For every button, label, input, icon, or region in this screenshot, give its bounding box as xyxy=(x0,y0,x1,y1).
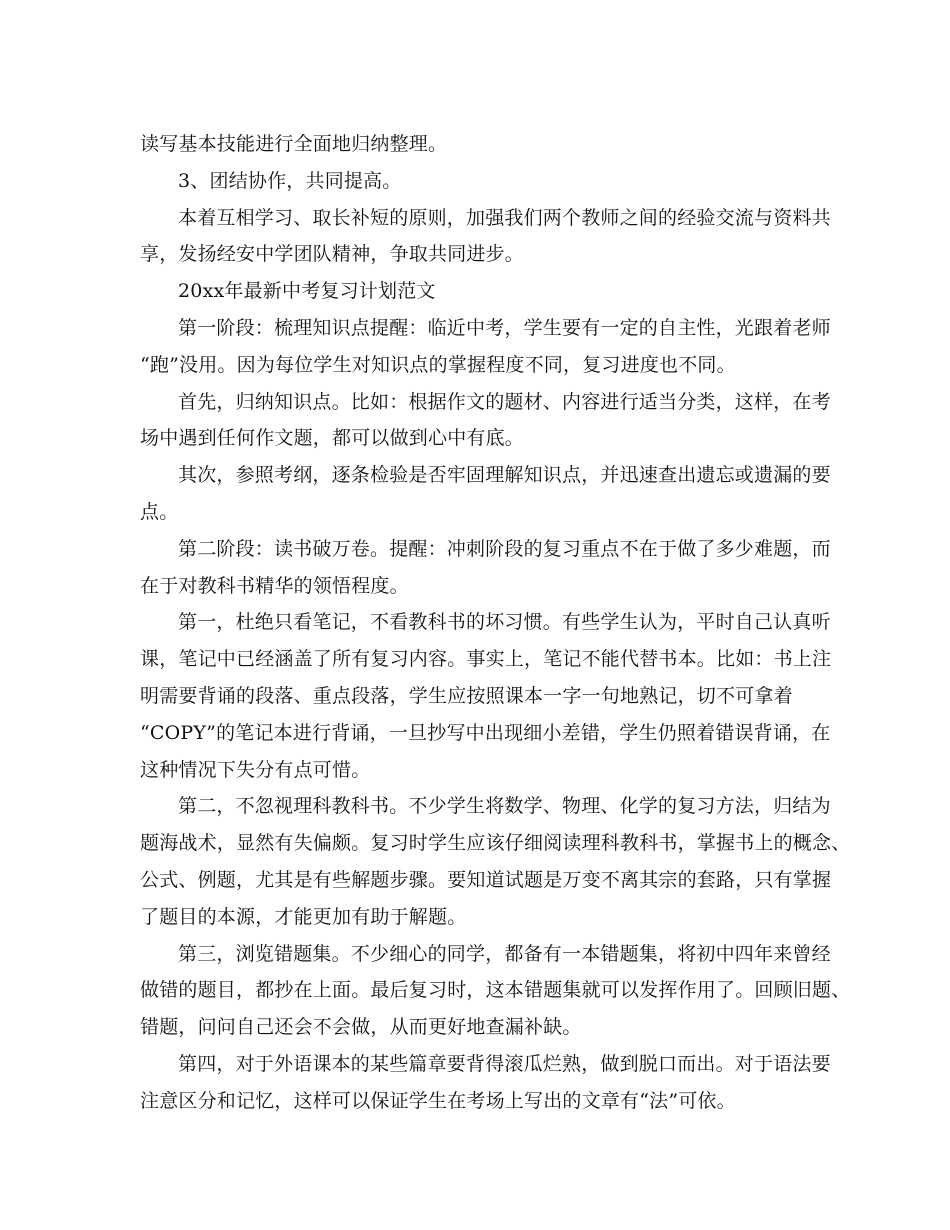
paragraph xyxy=(140,936,851,1046)
paragraph-line: 第二阶段：读书破万卷。提醒：冲刺阶段的复习重点不在于做了多少难题，而 xyxy=(178,537,831,560)
paragraph-line: 20xx年最新中考复习计划范文 xyxy=(178,280,436,303)
paragraph-line: 第一阶段：梳理知识点提醒：临近中考，学生要有一定的自主性，光跟着老师 xyxy=(178,316,831,339)
document-body xyxy=(140,126,851,1120)
paragraph-line: 公式、例题，尤其是有些解题步骤。要知道试题是万变不离其宗的套路，只有掌握 xyxy=(140,868,832,891)
paragraph-line: 在于对教科书精华的领悟程度。 xyxy=(140,574,409,597)
paragraph-line: 点。 xyxy=(140,500,179,523)
paragraph-line: 错题，问问自己还会不会做，从而更好地查漏补缺。 xyxy=(140,1016,582,1039)
paragraph xyxy=(140,163,815,200)
paragraph xyxy=(140,273,815,310)
paragraph-line: 第二，不忽视理科教科书。不少学生将数学、物理、化学的复习方法，归结为 xyxy=(178,795,831,818)
paragraph-line: 3、团结协作，共同提高。 xyxy=(178,169,402,192)
paragraph xyxy=(140,200,831,274)
paragraph-line: 题海战术，显然有失偏颇。复习时学生应该仔细阅读理科教科书，掌握书上的概念、 xyxy=(140,832,851,855)
paragraph-line: 做错的题目，都抄在上面。最后复习时，这本错题集就可以发挥作用了。回顾旧题、 xyxy=(140,979,851,1002)
paragraph-line: 首先，归纳知识点。比如：根据作文的题材、内容进行适当分类，这样，在考 xyxy=(178,390,831,413)
paragraph xyxy=(140,604,832,788)
paragraph xyxy=(140,457,831,531)
paragraph-line: “COPY”的笔记本进行背诵，一旦抄写中出现细小差错，学生仍照着错误背诵，在 xyxy=(140,721,831,744)
paragraph-line: 场中遇到任何作文题，都可以做到心中有底。 xyxy=(140,427,525,450)
paragraph-line: 这种情况下失分有点可惜。 xyxy=(140,758,371,781)
paragraph-line: 享，发扬经安中学团队精神，争取共同进步。 xyxy=(140,243,525,266)
paragraph-line: 课，笔记中已经涵盖了所有复习内容。事实上，笔记不能代替书本。比如：书上注 xyxy=(140,648,832,671)
paragraph-line: 第四，对于外语课本的某些篇章要背得滚瓜烂熟，做到脱口而出。对于语法要 xyxy=(178,1052,831,1075)
paragraph-line: “跑”没用。因为每位学生对知识点的掌握程度不同，复习进度也不同。 xyxy=(140,353,736,376)
paragraph-line: 本着互相学习、取长补短的原则，加强我们两个教师之间的经验交流与资料共 xyxy=(178,206,831,229)
paragraph xyxy=(140,788,851,935)
paragraph-line: 其次，参照考纲，逐条检验是否牢固理解知识点，并迅速查出遗忘或遗漏的要 xyxy=(178,464,831,487)
paragraph xyxy=(140,531,831,605)
paragraph-line: 了题目的本源，才能更加有助于解题。 xyxy=(140,905,467,928)
paragraph xyxy=(140,310,831,384)
paragraph-line: 注意区分和记忆，这样可以保证学生在考场上写出的文章有“法”可依。 xyxy=(140,1089,736,1112)
paragraph-line: 第三，浏览错题集。不少细心的同学，都备有一本错题集，将初中四年来曾经 xyxy=(178,942,831,965)
paragraph-line: 读写基本技能进行全面地归纳整理。 xyxy=(140,133,448,155)
paragraph xyxy=(140,126,815,163)
paragraph-line: 第一，杜绝只看笔记，不看教科书的坏习惯。有些学生认为，平时自己认真听 xyxy=(178,611,831,634)
paragraph-line: 明需要背诵的段落、重点段落，学生应按照课本一字一句地熟记，切不可拿着 xyxy=(140,684,793,707)
paragraph xyxy=(140,384,831,458)
paragraph xyxy=(140,1046,831,1120)
